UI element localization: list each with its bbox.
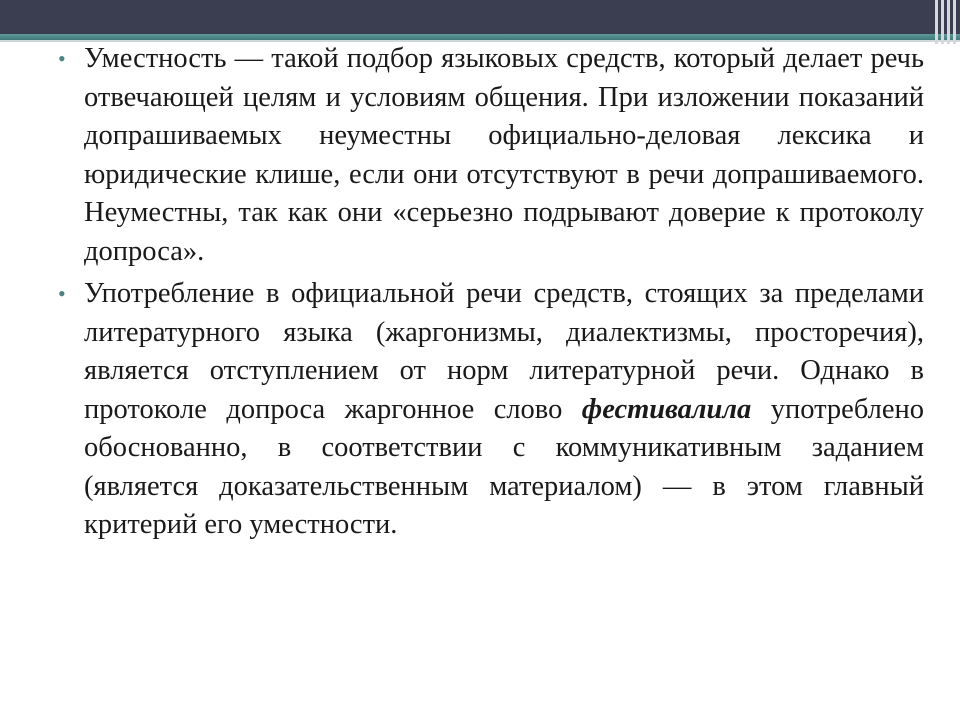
slide-content xyxy=(58,40,924,549)
corner-decoration xyxy=(930,0,960,44)
bullet-icon: • xyxy=(58,46,66,71)
bullet-item-appropriateness xyxy=(58,40,924,271)
bullet-icon: • xyxy=(58,281,66,306)
bullet-text: Уместность — такой подбор языковых средств, который делает речь отвечающей целям и условиям общения. При изложении показаний допрашиваемых неуместны официально-деловая лексика и юридические клише, если они отсутствуют в речи допрашиваемого. Неуместны, так как они «серьезно подрывают доверие к протоколу допроса». xyxy=(84,43,924,267)
bullet-text-after: употреблено обоснованно, в соответствии с коммуникативным заданием (является доказательственным материалом) — в этом главный критерий его уместности. xyxy=(84,393,924,540)
bullet-text-before: Употребление в официальной речи средств, стоящих за пределами литературного языка (жаргонизмы, диалектизмы, просторечия), является отступлением от норм литературной речи. Однако в протоколе допроса жаргонное слово xyxy=(84,278,924,425)
bullet-item-usage xyxy=(58,275,924,545)
header-bar xyxy=(0,0,960,34)
emphasized-word: фестивалила xyxy=(581,393,752,425)
